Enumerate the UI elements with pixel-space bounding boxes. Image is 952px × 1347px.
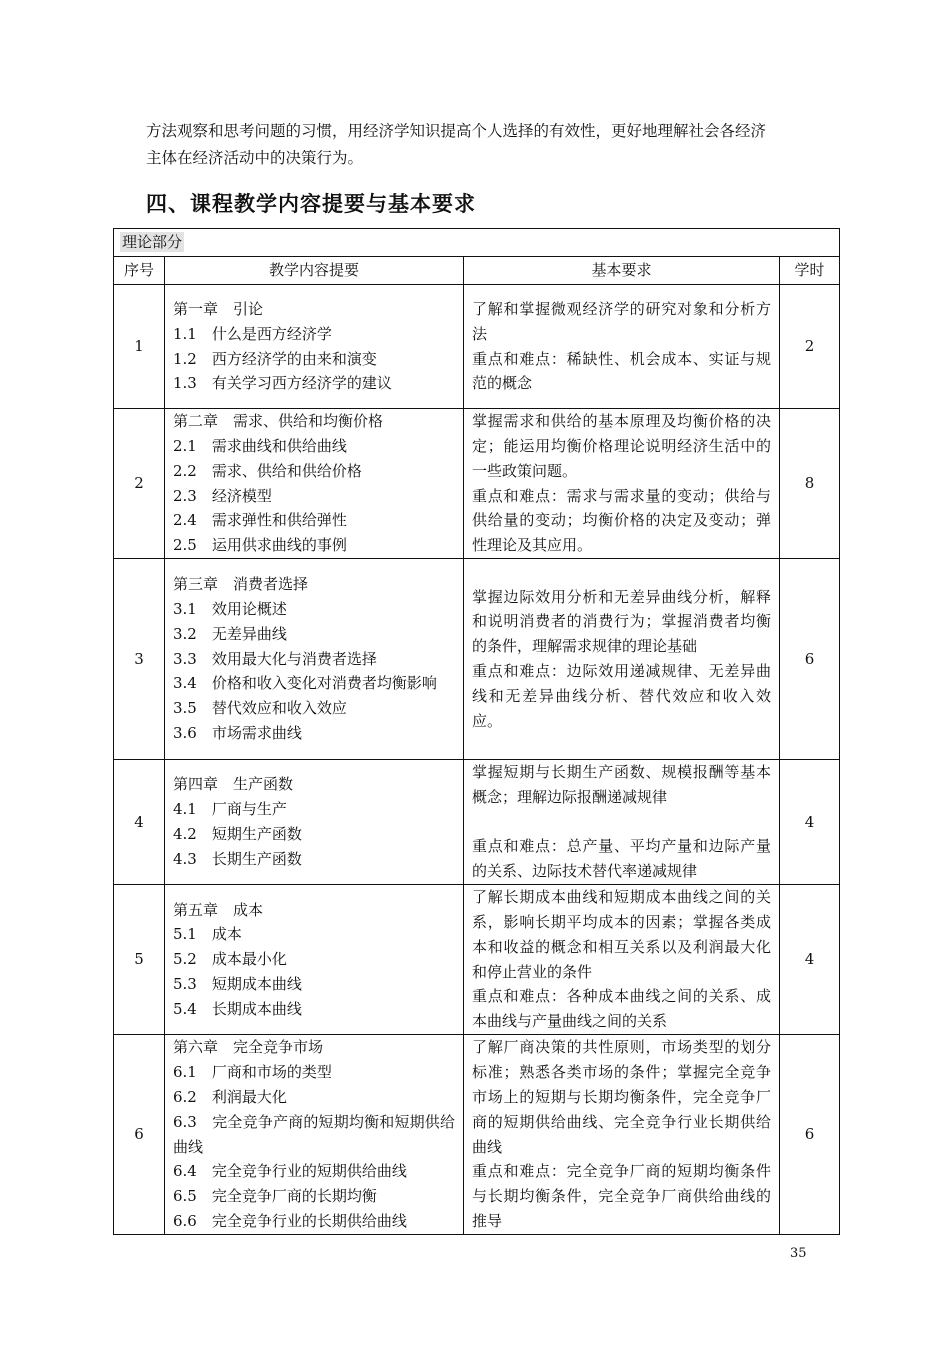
- content-line: 第二章 需求、供给和均衡价格: [173, 412, 384, 431]
- page-number: 35: [790, 1246, 807, 1261]
- row-content: [165, 559, 464, 760]
- content-line: 6.4 完全竞争行业的短期供给曲线: [173, 1162, 407, 1181]
- content-line: 6.2 利润最大化: [173, 1087, 287, 1106]
- section-label-cell: [114, 229, 840, 257]
- content-line: 第一章 引论: [173, 299, 264, 318]
- content-line: 3.3 效用最大化与消费者选择: [173, 649, 377, 668]
- requirement-paragraph: 重点和难点：各种成本曲线之间的关系、成本曲线与产量曲线之间的关系: [472, 987, 771, 1031]
- section-label-row: [114, 229, 840, 257]
- table-row: [114, 1035, 840, 1235]
- row-index: 6: [114, 1035, 165, 1235]
- section-label: 理论部分: [122, 233, 183, 252]
- row-index: 5: [114, 885, 165, 1035]
- content-line: 2.1 需求曲线和供给曲线: [173, 436, 347, 455]
- course-content-table: [113, 228, 840, 1235]
- content-line: 第三章 消费者选择: [173, 575, 309, 594]
- content-line: 5.2 成本最小化: [173, 950, 287, 969]
- content-line: 6.5 完全竞争厂商的长期均衡: [173, 1187, 377, 1206]
- requirement-paragraph: 重点和难点：边际效用递减规律、无差异曲线和无差异曲线分析、替代效应和收入效应。: [472, 662, 771, 730]
- intro-line: 主体在经济活动中的决策行为。: [146, 149, 364, 167]
- row-hours: 2: [780, 285, 840, 409]
- content-line: 4.2 短期生产函数: [173, 825, 302, 843]
- content-line: 第四章 生产函数: [173, 775, 294, 794]
- requirement-paragraph: 重点和难点：完全竞争厂商的短期均衡条件与长期均衡条件，完全竞争厂商供给曲线的推导: [472, 1162, 771, 1230]
- row-content: [165, 885, 464, 1035]
- table-row: [114, 409, 840, 559]
- content-line: 5.4 长期成本曲线: [173, 999, 302, 1018]
- content-line: 1.3 有关学习西方经济学的建议: [173, 374, 392, 393]
- table-row: [114, 885, 840, 1035]
- table-row: [114, 285, 840, 409]
- row-hours: 4: [780, 885, 840, 1035]
- requirement-paragraph: 了解和掌握微观经济学的研究对象和分析方法: [472, 299, 771, 343]
- content-line: 2.5 运用供求曲线的事例: [173, 536, 347, 555]
- table-row: [114, 559, 840, 760]
- requirement-paragraph: 重点和难点：总产量、平均产量和边际产量的关系、边际技术替代率递减规律: [472, 837, 771, 880]
- requirement-paragraph: 掌握需求和供给的基本原理及均衡价格的决定；能运用均衡价格理论说明经济生活中的一些政策问题。: [472, 412, 771, 480]
- row-index: 1: [114, 285, 165, 409]
- row-requirements: [464, 885, 780, 1035]
- content-line: 6.1 厂商和市场的类型: [173, 1063, 332, 1082]
- content-line: 第六章 完全竞争市场: [173, 1038, 324, 1057]
- row-index: 3: [114, 559, 165, 760]
- table-header-row: [114, 257, 840, 285]
- header-hours: 学时: [780, 257, 840, 285]
- content-line: 5.1 成本: [173, 925, 242, 944]
- intro-line: 方法观察和思考问题的习惯，用经济学知识提高个人选择的有效性，更好地理解社会各经济: [146, 122, 767, 140]
- requirement-paragraph: 重点和难点：稀缺性、机会成本、实证与规范的概念: [472, 349, 771, 393]
- row-requirements: [464, 285, 780, 409]
- row-index: 2: [114, 409, 165, 559]
- section-title: 四、课程教学内容提要与基本要求: [146, 192, 476, 216]
- row-requirements: [464, 760, 780, 885]
- row-hours: 4: [780, 760, 840, 885]
- header-content: 教学内容提要: [165, 257, 464, 285]
- header-requirements: 基本要求: [464, 257, 780, 285]
- intro-paragraph: [146, 118, 826, 172]
- row-content: [165, 1035, 464, 1235]
- row-requirements: [464, 559, 780, 760]
- content-line: 3.5 替代效应和收入效应: [173, 699, 347, 718]
- row-requirements: [464, 1035, 780, 1235]
- requirement-paragraph: 重点和难点：需求与需求量的变动；供给与供给量的变动；均衡价格的决定及变动；弹性理论及其应用。: [472, 486, 771, 555]
- content-line: 6.6 完全竞争行业的长期供给曲线: [173, 1211, 407, 1230]
- content-line: 1.1 什么是西方经济学: [173, 324, 332, 343]
- content-line: 2.3 经济模型: [173, 486, 272, 505]
- content-line: 2.2 需求、供给和供给价格: [173, 461, 362, 480]
- row-content: [165, 760, 464, 885]
- content-line: 第五章 成本: [173, 900, 264, 919]
- row-index: 4: [114, 760, 165, 885]
- table-row: [114, 760, 840, 885]
- row-hours: 8: [780, 409, 840, 559]
- row-hours: 6: [780, 559, 840, 760]
- content-line: 3.2 无差异曲线: [173, 624, 287, 643]
- content-line: 3.1 效用论概述: [173, 600, 287, 618]
- content-line: 5.3 短期成本曲线: [173, 974, 302, 993]
- row-hours: 6: [780, 1035, 840, 1235]
- content-line: 3.4 价格和收入变化对消费者均衡影响: [173, 674, 437, 693]
- content-line: 4.1 厂商与生产: [173, 800, 287, 819]
- requirement-paragraph: 了解长期成本曲线和短期成本曲线之间的关系，影响长期平均成本的因素；掌握各类成本和收益的概念和相互关系以及利润最大化和停止营业的条件: [472, 888, 771, 981]
- requirement-paragraph: 掌握边际效用分析和无差异曲线分析，解释和说明消费者的消费行为；掌握消费者均衡的条件，理解需求规律的理论基础: [472, 587, 771, 656]
- content-line: 3.6 市场需求曲线: [173, 723, 302, 742]
- content-line: 1.2 西方经济学的由来和演变: [173, 349, 377, 368]
- row-content: [165, 409, 464, 559]
- content-line: 4.3 长期生产函数: [173, 849, 302, 868]
- requirement-paragraph: 了解厂商决策的共性原则，市场类型的划分标准；熟悉各类市场的条件；掌握完全竞争市场上的短期与长期均衡条件，完全竞争厂商的短期供给曲线、完全竞争行业长期供给曲线: [472, 1038, 771, 1156]
- row-content: [165, 285, 464, 409]
- content-line: 6.3 完全竞争产商的短期均衡和短期供给曲线: [173, 1112, 455, 1156]
- content-line: 2.4 需求弹性和供给弹性: [173, 511, 347, 530]
- requirement-paragraph: 掌握短期与长期生产函数、规模报酬等基本概念；理解边际报酬递减规律: [472, 763, 771, 807]
- header-index: 序号: [114, 257, 165, 285]
- row-requirements: [464, 409, 780, 559]
